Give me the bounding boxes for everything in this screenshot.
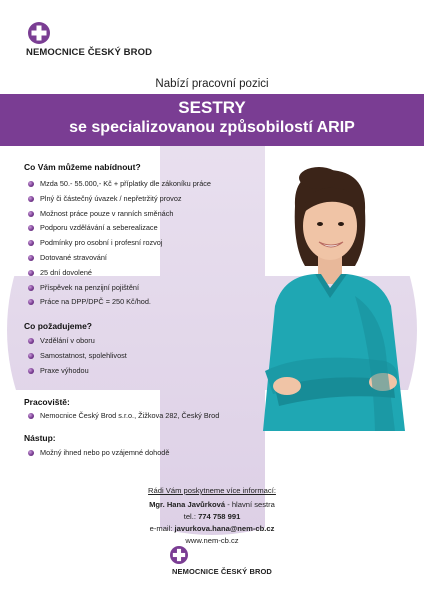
position-specialization: se specializovanou způsobilostí ARIP [69,119,355,136]
workplace-heading: Pracoviště: [24,397,70,407]
header-logo [26,22,176,72]
workplace-list [28,409,219,424]
offer-item: Možnost práce pouze v ranních směnách [28,207,211,222]
bullet-dot-icon [28,225,34,231]
bullet-dot-icon [28,338,34,344]
position-title: SESTRY [178,98,246,117]
workplace-item: Nemocnice Český Brod s.r.o., Žižkova 282, Český Brod [28,409,219,424]
bullet-dot-icon [28,285,34,291]
bullet-dot-icon [28,413,34,419]
bullet-dot-icon [28,181,34,187]
contact-name: Mgr. Hana Javůrková [149,500,226,509]
start-item: Možný ihned nebo po vzájemné dohodě [28,446,169,461]
hospital-cross-logo-icon [170,546,188,564]
bullet-dot-icon [28,299,34,305]
email-address[interactable]: javurkova.hana@nem-cb.cz [174,524,275,533]
offer-item: Podmínky pro osobní i profesní rozvoj [28,236,211,251]
requirements-heading: Co požadujeme? [24,321,93,331]
offer-item: Dotované stravování [28,251,211,266]
footer-logo [140,546,290,586]
position-banner [0,94,424,146]
requirement-item: Praxe výhodou [28,364,127,379]
offer-item: Práce na DPP/DPČ = 250 Kč/hod. [28,295,211,310]
bullet-dot-icon [28,270,34,276]
email-label: e-mail: [149,524,175,533]
bullet-dot-icon [28,196,34,202]
contact-phone [0,512,424,521]
bullet-dot-icon [28,211,34,217]
contact-role: - hlavní sestra [225,500,275,509]
offer-item: Příspěvek na penzijní pojištění [28,281,211,296]
nurse-photo [235,166,420,431]
contact-intro: Rádi Vám poskytneme více informací: [148,486,276,495]
requirement-item: Samostatnost, spolehlivost [28,349,127,364]
offer-list [28,177,211,310]
start-list [28,446,169,461]
hospital-cross-logo-icon [28,22,50,44]
bullet-dot-icon [28,353,34,359]
offer-item: Podporu vzdělávání a seberealizace [28,221,211,236]
offer-item: 25 dní dovolené [28,266,211,281]
bullet-dot-icon [28,450,34,456]
bullet-dot-icon [28,240,34,246]
offer-item: Mzda 50.- 55.000,- Kč + příplatky dle zákoníku práce [28,177,211,192]
bullet-dot-icon [28,255,34,261]
contact-person [0,500,424,509]
offer-item: Plný či částečný úvazek / nepřetržitý provoz [28,192,211,207]
offer-heading: Co Vám můžeme nabídnout? [24,162,141,172]
bullet-dot-icon [28,368,34,374]
contact-website[interactable]: www.nem-cb.cz [185,536,239,545]
phone-label: tel.: [183,512,199,521]
phone-number[interactable]: 774 758 991 [198,512,241,521]
start-heading: Nástup: [24,433,56,443]
contact-email [0,524,424,533]
header-logo-text: NEMOCNICE ČESKÝ BROD [26,47,153,58]
requirement-item: Vzdělání v oboru [28,334,127,349]
footer-logo-text: NEMOCNICE ČESKÝ BROD [172,567,272,576]
requirements-list [28,334,127,379]
offer-subtitle: Nabízí pracovní pozici [155,78,269,90]
